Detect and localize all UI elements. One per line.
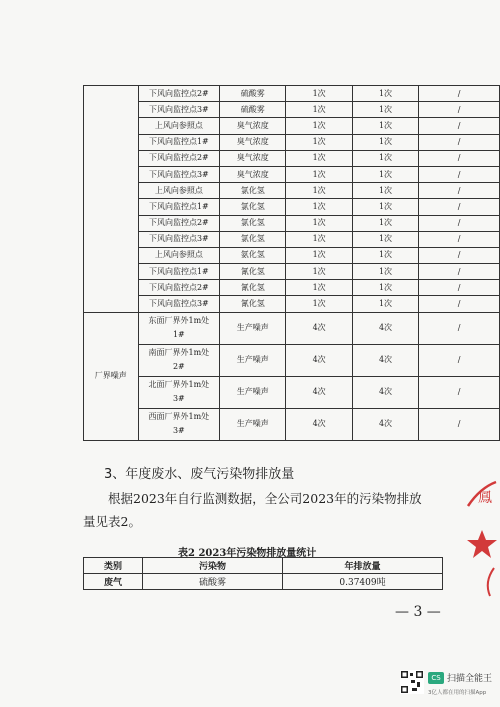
table-cell: 下风向监控点2# [138,280,219,296]
table-cell: 北面厂界外1m处3# [138,376,219,408]
table-cell: 臭气浓度 [220,150,286,166]
category-cell: 厂界噪声 [84,312,139,440]
cs-badge-icon: CS [428,672,444,684]
table-row [84,264,500,280]
table-cell: 下风向监控点3# [138,296,219,312]
table-row [84,86,500,102]
table-row [84,376,500,408]
table-cell: 4次 [286,344,352,376]
table-cell: 上风向参照点 [138,183,219,199]
table-cell: / [419,183,500,199]
table-cell: 1次 [352,247,418,263]
table-cell: 1次 [286,86,352,102]
table-cell: 上风向参照点 [138,247,219,263]
table-row [84,231,500,247]
table-cell: 生产噪声 [220,376,286,408]
table-caption: 表2 2023年污染物排放量统计 [178,548,317,559]
table-cell: 臭气浓度 [220,166,286,182]
svg-text:鳳: 鳳 [478,490,492,506]
table-cell: 1次 [286,166,352,182]
table-cell: 下风向监控点3# [138,166,219,182]
table-cell: 1次 [286,183,352,199]
header-cell: 污染物 [143,558,283,574]
table-cell: 1次 [352,166,418,182]
table-cell: 1次 [352,134,418,150]
table-cell: 东面厂界外1m处1# [138,312,219,344]
table-row [84,280,500,296]
table-cell: 下风向监控点2# [138,86,219,102]
table-cell: 氯化氢 [220,199,286,215]
table-row [84,118,500,134]
table-cell: 1次 [286,264,352,280]
table-cell: / [419,231,500,247]
table-cell: 4次 [286,408,352,440]
table-cell: / [419,150,500,166]
table-row [84,166,500,182]
table-cell: 1次 [352,102,418,118]
table-row [84,296,500,312]
table-cell: 1次 [286,280,352,296]
table-row [84,312,500,344]
table-cell: 西面厂界外1m处3# [138,408,219,440]
table-cell: / [419,264,500,280]
category-cell [84,86,139,313]
table-cell: 氰化氢 [220,296,286,312]
table-row [84,134,500,150]
table-row [84,408,500,440]
table-cell: 南面厂界外1m处2# [138,344,219,376]
table-cell: / [419,134,500,150]
table-cell: 氰化氢 [220,280,286,296]
table-cell: 下风向监控点1# [138,199,219,215]
table-row [84,150,500,166]
table-cell: / [419,102,500,118]
table-cell: 下风向监控点1# [138,134,219,150]
table-cell: 硫酸雾 [143,574,283,590]
table-cell: 生产噪声 [220,344,286,376]
table-cell: 硫酸雾 [220,86,286,102]
monitoring-table [83,85,500,441]
table-cell: 下风向监控点2# [138,215,219,231]
table-cell: 氯化氢 [220,231,286,247]
table-cell: / [419,408,500,440]
table-cell: 氰化氢 [220,264,286,280]
table-cell: 硫酸雾 [220,102,286,118]
table-cell: 1次 [286,150,352,166]
table-cell: / [419,296,500,312]
table-cell: 4次 [352,376,418,408]
table-cell: / [419,344,500,376]
table-row [84,102,500,118]
table-cell: 1次 [352,86,418,102]
table-cell: / [419,86,500,102]
table-cell: 0.37409吨 [283,574,443,590]
table-cell: / [419,376,500,408]
table-cell: 生产噪声 [220,312,286,344]
table-cell: 1次 [286,215,352,231]
table-cell: 1次 [286,199,352,215]
table-row [84,247,500,263]
table-cell: / [419,312,500,344]
table-cell: 1次 [352,183,418,199]
table-row [84,199,500,215]
table-cell: 1次 [352,118,418,134]
table-cell: 废气 [84,574,143,590]
qr-code-icon [400,670,424,694]
table-cell: 1次 [352,199,418,215]
table-cell: / [419,215,500,231]
emission-table [83,557,443,590]
table-cell: 1次 [352,215,418,231]
table-cell: 1次 [352,150,418,166]
body-paragraph: 根据2023年自行监测数据，全公司2023年的污染物排放量见表2。 [83,491,422,529]
table-cell: 4次 [352,344,418,376]
table-cell: 下风向监控点2# [138,150,219,166]
header-cell: 类别 [84,558,143,574]
table-cell: 1次 [352,296,418,312]
table-cell: / [419,280,500,296]
table-cell: 1次 [286,134,352,150]
table-cell: 1次 [286,231,352,247]
watermark-title: 扫描全能王 [447,674,493,684]
table-row [84,344,500,376]
header-cell: 年排放量 [283,558,443,574]
table-cell: 氯化氢 [220,215,286,231]
table-cell: 4次 [286,376,352,408]
table-cell: 1次 [352,231,418,247]
table-cell: / [419,247,500,263]
table-cell: 上风向参照点 [138,118,219,134]
table-cell: / [419,199,500,215]
table-cell: 1次 [286,102,352,118]
table-row [84,215,500,231]
table-cell: / [419,118,500,134]
table-cell: 臭气浓度 [220,134,286,150]
table-cell: 臭气浓度 [220,118,286,134]
table-cell: 氨化氢 [220,247,286,263]
table-cell: 1次 [286,247,352,263]
table-cell: 1次 [286,296,352,312]
table-cell: 4次 [352,312,418,344]
table-cell: 下风向监控点3# [138,102,219,118]
table-cell: / [419,166,500,182]
table-row [84,183,500,199]
table-header-row [84,558,443,574]
table-cell: 4次 [286,312,352,344]
table-row [84,574,443,590]
table-cell: 1次 [352,264,418,280]
red-seal-stamp [460,478,500,598]
table-cell: 下风向监控点3# [138,231,219,247]
table-cell: 1次 [352,280,418,296]
section-heading: 3、年度废水、废气污染物排放量 [104,467,295,482]
table-cell: 生产噪声 [220,408,286,440]
table-cell: 1次 [286,118,352,134]
table-cell: 4次 [352,408,418,440]
watermark-subtitle: 3亿人都在用的扫描App [428,690,487,696]
page-number: — 3 — [395,604,441,620]
table-cell: 下风向监控点1# [138,264,219,280]
table-cell: 氯化氢 [220,183,286,199]
